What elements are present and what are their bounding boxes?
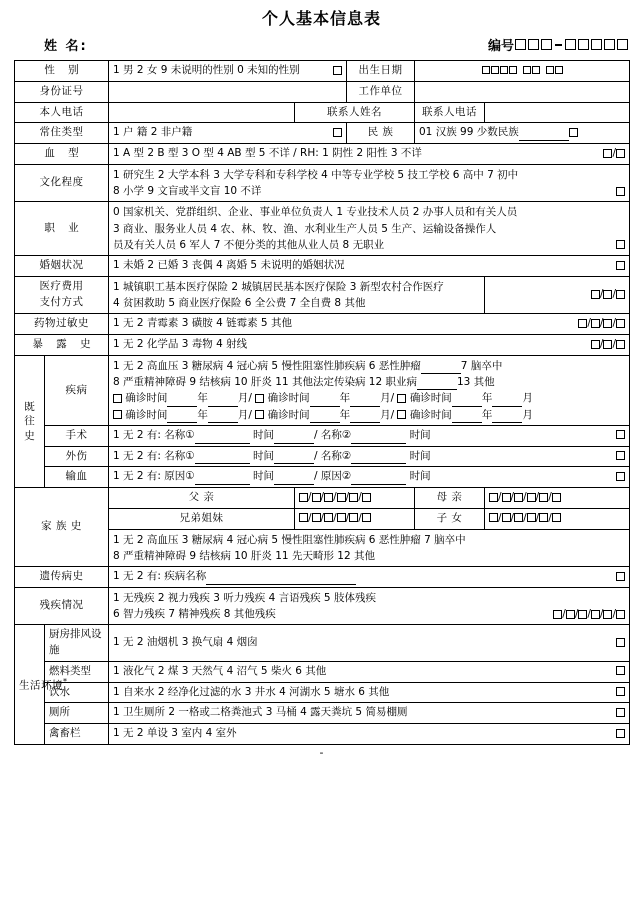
education-label: 文化程度: [15, 164, 109, 202]
confirm-time-label: 确诊时间: [409, 392, 452, 405]
past-disease-line1-a: 1 无 2 高血压 3 糖尿病 4 冠心病 5 慢性阻塞性肺疾病 6 恶性肿瘤: [113, 359, 421, 372]
birth-month-box[interactable]: [532, 66, 540, 74]
family-options-cell[interactable]: [109, 529, 630, 567]
workunit-label: 工作单位: [347, 81, 415, 102]
year-unit: 年: [481, 392, 493, 405]
transfusion-time1-label: 时间: [253, 470, 275, 483]
payment-checkboxes[interactable]: / /: [485, 276, 630, 314]
confirm-month-input[interactable]: [208, 395, 238, 407]
record-number-field[interactable]: [488, 35, 629, 54]
year-unit: 年: [339, 408, 351, 421]
drinking-water-options-cell[interactable]: [109, 682, 630, 703]
disease-checkbox[interactable]: [113, 394, 122, 403]
contact-name-label: 联系人姓名: [295, 102, 415, 123]
past-disease-confirm-row: 确诊时间 年 月/ 确诊时间 年 月/ 确诊时间 年 月: [113, 407, 625, 423]
occupation-options-line2: 3 商业、服务业人员 4 农、林、牧、渔、水利业生产人员 5 生产、运输设备操作人: [113, 222, 497, 235]
confirm-time-label: 确诊时间: [267, 392, 310, 405]
month-unit: 月: [522, 408, 533, 421]
occupation-checkbox[interactable]: [616, 237, 625, 253]
drug-allergy-checkboxes[interactable]: / / /: [578, 316, 625, 332]
record-number-box[interactable]: [617, 39, 628, 50]
table-row-phone: [15, 102, 630, 123]
transfusion-label: 输血: [45, 467, 109, 488]
birth-year-box[interactable]: [500, 66, 508, 74]
disease-checkbox[interactable]: [255, 394, 264, 403]
record-number-box[interactable]: [578, 39, 589, 50]
disability-options-line2: 6 智力残疾 7 精神残疾 8 其他残疾: [113, 608, 276, 621]
contact-phone-label: 联系人电话: [415, 102, 485, 123]
confirm-time-label: 确诊时间: [125, 392, 168, 405]
mother-checkboxes[interactable]: / / / / /: [485, 488, 630, 509]
disease-checkbox[interactable]: [397, 410, 406, 419]
record-number-box[interactable]: [515, 39, 526, 50]
transfusion-checkbox[interactable]: [616, 469, 625, 485]
living-environment-label-text: 生活环境: [19, 679, 63, 692]
confirm-month-input[interactable]: [492, 395, 522, 407]
genetic-label: 遗传病史: [15, 567, 109, 588]
trauma-options-cell[interactable]: [109, 446, 630, 467]
table-row-transfusion: [15, 467, 630, 488]
trauma-time2-label: 时间: [409, 449, 431, 462]
living-environment-label-mark: *: [63, 676, 68, 686]
birthdate-label: 出生日期: [347, 61, 415, 82]
table-row-living-kitchen: [15, 625, 630, 662]
trauma-name1-input[interactable]: [195, 452, 250, 464]
genetic-prefix: 1 无 2 有: 疾病名称: [113, 570, 207, 583]
payment-label-line2: 支付方式: [39, 296, 84, 309]
drug-allergy-options-cell[interactable]: [109, 314, 630, 335]
table-row-living-water: [15, 682, 630, 703]
year-unit: 年: [481, 408, 493, 421]
confirm-month-input[interactable]: [208, 411, 238, 423]
month-unit: 月: [237, 392, 249, 405]
header-row: [0, 31, 643, 60]
confirm-month-input[interactable]: [350, 411, 380, 423]
drug-allergy-label: 药物过敏史: [15, 314, 109, 335]
record-number-box[interactable]: [565, 39, 576, 50]
trauma-time1-label: 时间: [253, 449, 275, 462]
disability-options-line1: 1 无残疾 2 视力残疾 3 听力残疾 4 言语残疾 5 肢体残疾: [113, 591, 376, 604]
occupation-label: 职 业: [15, 202, 109, 256]
month-unit: 月: [237, 408, 249, 421]
drinking-water-options: 1 自来水 2 经净化过滤的水 3 井水 4 河湖水 5 塘水 6 其他: [113, 685, 390, 698]
surgery-label: 手术: [45, 425, 109, 446]
occupation-options-line3-wrap: [113, 237, 625, 253]
occupation-options-cell[interactable]: [109, 202, 630, 256]
record-number-separator: [555, 44, 562, 46]
confirm-month-input[interactable]: [492, 411, 522, 423]
confirm-year-input[interactable]: [452, 411, 482, 423]
confirm-year-input[interactable]: [310, 395, 340, 407]
confirm-year-input[interactable]: [310, 411, 340, 423]
education-options-cell[interactable]: [109, 164, 630, 202]
kitchen-vent-label: 厨房排风设施: [45, 625, 109, 662]
year-unit: 年: [197, 392, 208, 405]
table-row-living-toilet: [15, 703, 630, 724]
exposure-options: 1 无 2 化学品 3 毒物 4 射线: [113, 338, 248, 351]
table-row-idcard: [15, 81, 630, 102]
drinking-water-label: 饮水: [45, 682, 109, 703]
information-table: [14, 60, 630, 745]
table-row-exposure: [15, 335, 630, 356]
year-unit: 年: [197, 408, 208, 421]
livestock-pen-options-cell[interactable]: [109, 724, 630, 745]
residence-type-label: 常住类型: [15, 123, 109, 144]
occupation-options-line3: 员及有关人员 6 军人 7 不便分类的其他从业人员 8 无职业: [113, 238, 385, 251]
trauma-checkbox[interactable]: [616, 449, 625, 465]
marital-options: 1 未婚 2 已婚 3 丧偶 4 离婚 5 未说明的婚姻状况: [113, 259, 345, 272]
transfusion-prefix: 1 无 2 有: 原因①: [113, 470, 195, 483]
trauma-mid: / 名称②: [314, 449, 352, 462]
table-row-living-fuel: [15, 661, 630, 682]
father-checkboxes[interactable]: / / / / /: [295, 488, 415, 509]
past-disease-line1: [113, 358, 625, 374]
fuel-type-label: 燃料类型: [45, 661, 109, 682]
table-row-living-livestock: [15, 724, 630, 745]
self-phone-label: 本人电话: [15, 102, 109, 123]
kitchen-vent-options: 1 无 2 油烟机 3 换气扇 4 烟囱: [113, 636, 258, 649]
marital-options-cell[interactable]: [109, 256, 630, 277]
residence-type-checkbox[interactable]: [333, 125, 342, 141]
page-footer-marker: -: [319, 745, 324, 759]
drinking-water-checkbox[interactable]: [616, 685, 625, 701]
surgery-prefix: 1 无 2 有: 名称①: [113, 428, 195, 441]
fuel-type-options: 1 液化气 2 煤 3 天然气 4 沼气 5 柴火 6 其他: [113, 664, 327, 677]
past-disease-line2-a: 8 严重精神障碍 9 结核病 10 肝炎 11 其他法定传染病 12 职业病: [113, 376, 417, 389]
table-row-education: [15, 164, 630, 202]
livestock-pen-options: 1 无 2 单设 3 室内 4 室外: [113, 727, 237, 740]
idcard-input[interactable]: [109, 81, 347, 102]
birth-day-box[interactable]: [546, 66, 554, 74]
kitchen-vent-checkbox[interactable]: [616, 635, 625, 651]
transfusion-mid: / 原因②: [314, 470, 352, 483]
table-row-family-parents: [15, 488, 630, 509]
table-row-residence: [15, 123, 630, 144]
exposure-label: 暴 露 史: [15, 335, 109, 356]
surgery-name1-input[interactable]: [195, 432, 250, 444]
nation-label: 民 族: [347, 123, 415, 144]
past-history-label: [15, 355, 45, 487]
self-phone-input[interactable]: [109, 102, 295, 123]
payment-label-line1: 医疗费用: [39, 280, 84, 293]
livestock-pen-checkbox[interactable]: [616, 726, 625, 742]
children-label: 子 女: [415, 508, 485, 529]
past-disease-confirm-row: 确诊时间 年 月/ 确诊时间 年 月/ 确诊时间 年 月: [113, 390, 625, 406]
birth-month-box[interactable]: [523, 66, 531, 74]
past-disease-line1-b: 7 脑卒中: [460, 359, 503, 372]
education-options-line2: 8 小学 9 文盲或半文盲 10 不详: [113, 185, 262, 198]
drug-allergy-options: 1 无 2 青霉素 3 磺胺 4 链霉素 5 其他: [113, 317, 292, 330]
fuel-type-options-cell[interactable]: [109, 661, 630, 682]
year-unit: 年: [339, 392, 351, 405]
confirm-year-input[interactable]: [167, 395, 197, 407]
disability-options-cell[interactable]: [109, 587, 630, 625]
birth-year-box[interactable]: [491, 66, 499, 74]
kitchen-vent-options-cell[interactable]: [109, 625, 630, 662]
payment-options-line2: 4 贫困救助 5 商业医疗保险 6 全公费 7 全自费 8 其他: [113, 297, 366, 310]
occupation-options-line1: 0 国家机关、党群组织、企业、事业单位负责人 1 专业技术人员 2 办事人员和有关人员: [113, 206, 518, 219]
table-row-trauma: [15, 446, 630, 467]
past-history-label-char: 既: [24, 401, 35, 414]
birthdate-boxes[interactable]: [415, 61, 630, 82]
surgery-time2-label: 时间: [409, 428, 431, 441]
toilet-label: 厕所: [45, 703, 109, 724]
record-number-box[interactable]: [604, 39, 615, 50]
idcard-label: 身份证号: [15, 81, 109, 102]
surgery-time1-label: 时间: [253, 428, 275, 441]
table-row-blood: [15, 144, 630, 165]
disease-checkbox[interactable]: [255, 410, 264, 419]
siblings-label: 兄弟姐妹: [109, 508, 295, 529]
past-disease-options-cell[interactable]: [109, 355, 630, 425]
confirm-time-label: 确诊时间: [125, 408, 168, 421]
disability-label: 残疾情况: [15, 587, 109, 625]
record-number-box[interactable]: [541, 39, 552, 50]
nation-checkbox[interactable]: [569, 128, 578, 137]
record-number-box[interactable]: [591, 39, 602, 50]
birth-year-box[interactable]: [482, 66, 490, 74]
past-disease-label: 疾病: [45, 355, 109, 425]
trauma-label: 外伤: [45, 446, 109, 467]
education-options-line1: 1 研究生 2 大学本科 3 大学专科和专科学校 4 中等专业学校 5 技工学校 6 高中 7 初中: [113, 168, 519, 181]
surgery-time1-input[interactable]: [274, 432, 314, 444]
birth-day-box[interactable]: [555, 66, 563, 74]
genetic-options-cell[interactable]: [109, 567, 630, 588]
table-row-drug-allergy: [15, 314, 630, 335]
payment-options-line1: 1 城镇职工基本医疗保险 2 城镇居民基本医疗保险 3 新型农村合作医疗: [113, 280, 444, 293]
disability-checkboxes[interactable]: / / / / /: [553, 606, 625, 622]
children-checkboxes[interactable]: / / / / /: [485, 508, 630, 529]
confirm-time-label: 确诊时间: [409, 408, 452, 421]
education-checkbox[interactable]: [616, 183, 625, 199]
nation-options-cell[interactable]: [415, 123, 630, 144]
table-row-genetic: [15, 567, 630, 588]
exposure-checkboxes[interactable]: / /: [591, 337, 625, 353]
table-row-occupation: [15, 202, 630, 256]
bloodtype-options-cell[interactable]: [109, 144, 630, 165]
table-row-disability: [15, 587, 630, 625]
page-title: 个人基本信息表: [261, 9, 381, 28]
transfusion-options-cell[interactable]: [109, 467, 630, 488]
transfusion-time2-label: 时间: [409, 470, 431, 483]
surgery-mid: / 名称②: [314, 428, 352, 441]
transfusion-time1-input[interactable]: [274, 473, 314, 485]
disease-checkbox[interactable]: [397, 394, 406, 403]
table-row-marital: [15, 256, 630, 277]
genetic-disease-name-input[interactable]: [206, 573, 356, 585]
marital-label: 婚姻状况: [15, 256, 109, 277]
exposure-options-cell[interactable]: [109, 335, 630, 356]
confirm-month-input[interactable]: [350, 395, 380, 407]
transfusion-reason1-input[interactable]: [195, 473, 250, 485]
surgery-options-cell[interactable]: [109, 425, 630, 446]
livestock-pen-label: 禽畜栏: [45, 724, 109, 745]
bloodtype-checkboxes[interactable]: /: [603, 146, 625, 162]
disease-checkbox[interactable]: [113, 410, 122, 419]
residence-type-options: 1 户 籍 2 非户籍: [113, 126, 193, 139]
marital-checkbox[interactable]: [616, 258, 625, 274]
genetic-checkbox[interactable]: [616, 569, 625, 585]
family-options-line2: 8 严重精神障碍 9 结核病 10 肝炎 11 先天畸形 12 其他: [113, 549, 375, 562]
nation-options: 01 汉族 99 少数民族: [419, 126, 519, 139]
past-history-label-char: 往: [24, 415, 35, 428]
month-unit: 月: [380, 408, 391, 421]
past-disease-line2: [113, 374, 625, 390]
siblings-checkboxes[interactable]: / / / / /: [295, 508, 415, 529]
past-disease-line2-b: 13 其他: [456, 376, 495, 389]
payment-label: [15, 276, 109, 314]
table-row-payment: [15, 276, 630, 314]
disability-options-line2-wrap: [113, 606, 625, 622]
surgery-checkbox[interactable]: [616, 428, 625, 444]
education-options-line2-wrap: [113, 183, 625, 199]
transfusion-reason2-input[interactable]: [351, 473, 406, 485]
workunit-input[interactable]: [415, 81, 630, 102]
table-row-past-disease: [15, 355, 630, 425]
toilet-options: 1 卫生厕所 2 一格或二格粪池式 3 马桶 4 露天粪坑 5 简易棚厕: [113, 706, 408, 719]
father-label: 父 亲: [109, 488, 295, 509]
trauma-prefix: 1 无 2 有: 名称①: [113, 449, 195, 462]
gender-label: 性 别: [15, 61, 109, 82]
table-row-surgery: [15, 425, 630, 446]
gender-options-cell[interactable]: [109, 61, 347, 82]
gender-checkbox[interactable]: [333, 63, 342, 79]
confirm-year-input[interactable]: [452, 395, 482, 407]
confirm-year-input[interactable]: [167, 411, 197, 423]
gender-options: 1 男 2 女 9 未说明的性别 0 未知的性别: [113, 64, 300, 76]
month-unit: 月: [522, 392, 533, 405]
name-label: 姓 名:: [44, 39, 88, 54]
record-number-box[interactable]: [528, 39, 539, 50]
confirm-time-label: 确诊时间: [267, 408, 310, 421]
trauma-name2-input[interactable]: [351, 452, 406, 464]
mother-label: 母 亲: [415, 488, 485, 509]
family-options-line1: 1 无 2 高血压 3 糖尿病 4 冠心病 5 慢性阻塞性肺疾病 6 恶性肿瘤 7 脑卒中: [113, 533, 466, 546]
contact-phone-input[interactable]: [485, 102, 630, 123]
payment-options-cell[interactable]: [109, 276, 485, 314]
malignant-tumor-write-in[interactable]: [421, 362, 461, 374]
table-row-gender: [15, 61, 630, 82]
trauma-time1-input[interactable]: [274, 452, 314, 464]
fuel-type-checkbox[interactable]: [616, 664, 625, 680]
birth-year-box[interactable]: [509, 66, 517, 74]
occupational-disease-write-in[interactable]: [417, 378, 457, 390]
record-number-label: 编号: [487, 39, 514, 54]
past-history-label-char: 史: [24, 429, 35, 442]
surgery-name2-input[interactable]: [351, 432, 406, 444]
month-unit: 月: [380, 392, 391, 405]
bloodtype-options: 1 A 型 2 B 型 3 O 型 4 AB 型 5 不详 / RH: 1 阴性 2 阳性 3 不详: [113, 147, 422, 159]
family-history-label: 家 族 史: [15, 488, 109, 567]
bloodtype-label: 血 型: [15, 144, 109, 165]
nation-write-in[interactable]: [519, 129, 569, 141]
toilet-checkbox[interactable]: [616, 705, 625, 721]
toilet-options-cell[interactable]: [109, 703, 630, 724]
residence-type-options-cell[interactable]: [109, 123, 347, 144]
